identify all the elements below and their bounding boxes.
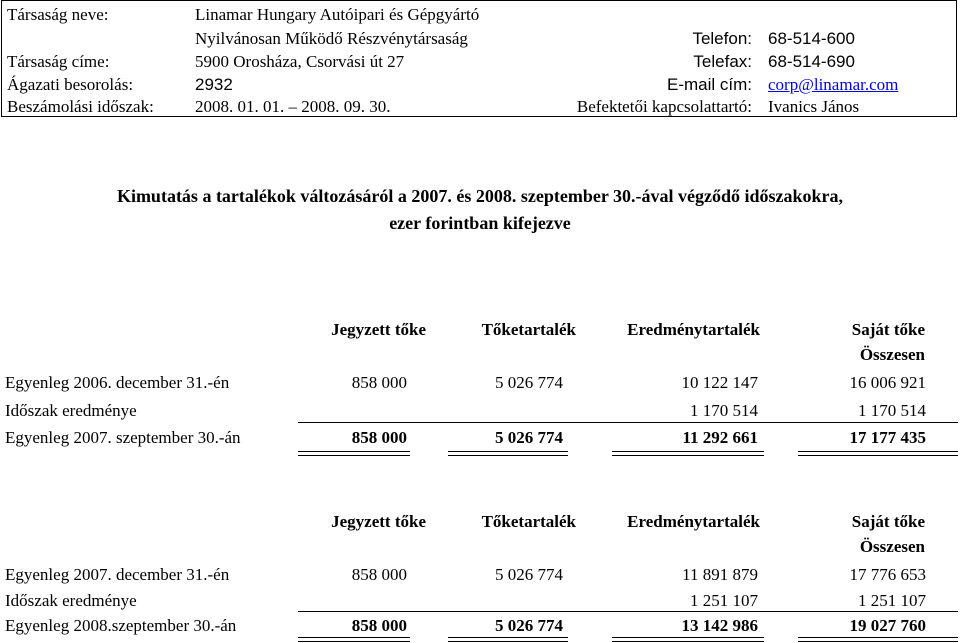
row-label-opening-balance: Egyenleg 2006. december 31.-én bbox=[5, 373, 230, 392]
period-row bbox=[2, 95, 956, 119]
double-rule bbox=[298, 451, 410, 452]
double-rule bbox=[612, 451, 764, 452]
row-label-closing-balance: Egyenleg 2008.szeptember 30.-án bbox=[5, 616, 237, 635]
col-header-total: Összesen bbox=[859, 537, 925, 556]
double-rule bbox=[298, 455, 410, 456]
reserves-table-2008 bbox=[0, 512, 960, 643]
double-rule bbox=[612, 455, 764, 456]
company-name-label: Társaság neve: bbox=[7, 5, 109, 24]
col-header-equity: Saját tőke bbox=[851, 320, 925, 339]
report-title-line2: ezer forintban kifejezve bbox=[389, 213, 571, 233]
cell-value: 16 006 921 bbox=[849, 373, 926, 392]
double-rule bbox=[448, 637, 568, 638]
cell-value: 1 170 514 bbox=[690, 401, 758, 420]
industry-row bbox=[2, 73, 956, 97]
cell-value: 858 000 bbox=[351, 373, 407, 392]
cell-value: 17 177 435 bbox=[849, 428, 926, 447]
report-title-line1: Kimutatás a tartalékok változásáról a 2007. és 2008. szeptember 30.-ával végződő időszakokra, bbox=[116, 186, 844, 206]
fax-value: 68-514-690 bbox=[768, 52, 855, 71]
cell-value: 1 251 107 bbox=[690, 591, 758, 610]
cell-value: 19 027 760 bbox=[849, 616, 926, 635]
double-rule bbox=[448, 455, 568, 456]
cell-value: 858 000 bbox=[351, 565, 407, 584]
cell-value: 1 170 514 bbox=[858, 401, 926, 420]
double-rule bbox=[298, 641, 410, 642]
col-header-retained-earnings: Eredménytartalék bbox=[627, 320, 760, 339]
double-rule bbox=[798, 641, 958, 642]
company-form-value: Nyilvánosan Működő Részvénytársaság bbox=[195, 29, 468, 48]
company-form-row bbox=[2, 27, 956, 51]
cell-value: 10 122 147 bbox=[681, 373, 758, 392]
row-label-period-result: Időszak eredménye bbox=[5, 591, 137, 610]
period-label: Beszámolási időszak: bbox=[7, 97, 154, 116]
row-label-period-result: Időszak eredménye bbox=[5, 401, 137, 420]
col-header-total: Összesen bbox=[859, 345, 925, 364]
double-rule bbox=[448, 451, 568, 452]
cell-value: 5 026 774 bbox=[495, 616, 563, 635]
double-rule bbox=[798, 451, 958, 452]
col-header-retained-earnings: Eredménytartalék bbox=[627, 512, 760, 531]
cell-value: 5 026 774 bbox=[495, 565, 563, 584]
col-header-subscribed-capital: Jegyzett tőke bbox=[331, 320, 426, 339]
cell-value: 858 000 bbox=[351, 428, 407, 447]
cell-value: 17 776 653 bbox=[849, 565, 926, 584]
cell-value: 1 251 107 bbox=[858, 591, 926, 610]
col-header-subscribed-capital: Jegyzett tőke bbox=[331, 512, 426, 531]
cell-value: 11 891 879 bbox=[682, 565, 758, 584]
row-label-closing-balance: Egyenleg 2007. szeptember 30.-án bbox=[5, 428, 241, 447]
email-label: E-mail cím: bbox=[667, 75, 752, 94]
subtotal-rule bbox=[298, 611, 958, 612]
col-header-capital-reserve: Tőketartalék bbox=[481, 512, 576, 531]
cell-value: 13 142 986 bbox=[681, 616, 758, 635]
fax-label: Telefax: bbox=[693, 52, 752, 71]
company-address-value: 5900 Orosháza, Csorvási út 27 bbox=[195, 52, 405, 71]
double-rule bbox=[798, 637, 958, 638]
period-value: 2008. 01. 01. – 2008. 09. 30. bbox=[195, 97, 391, 116]
company-address-row bbox=[2, 50, 956, 74]
cell-value: 11 292 661 bbox=[682, 428, 758, 447]
double-rule bbox=[798, 455, 958, 456]
phone-value: 68-514-600 bbox=[768, 29, 855, 48]
double-rule bbox=[298, 637, 410, 638]
reserves-table-2007 bbox=[0, 320, 960, 460]
double-rule bbox=[448, 641, 568, 642]
industry-value: 2932 bbox=[195, 75, 233, 94]
cell-value: 858 000 bbox=[351, 616, 407, 635]
double-rule bbox=[612, 637, 764, 638]
company-name-row bbox=[2, 3, 956, 27]
email-link[interactable]: corp@linamar.com bbox=[768, 75, 899, 94]
company-address-label: Társaság címe: bbox=[7, 52, 110, 71]
investor-contact-value: Ivanics János bbox=[768, 97, 860, 116]
double-rule bbox=[612, 641, 764, 642]
investor-contact-label: Befektetői kapcsolattartó: bbox=[576, 97, 752, 116]
company-name-value: Linamar Hungary Autóipari és Gépgyártó bbox=[195, 5, 480, 24]
company-info-box bbox=[1, 0, 957, 117]
col-header-capital-reserve: Tőketartalék bbox=[481, 320, 576, 339]
industry-label: Ágazati besorolás: bbox=[7, 75, 134, 94]
col-header-equity: Saját tőke bbox=[851, 512, 925, 531]
subtotal-rule bbox=[298, 422, 958, 423]
cell-value: 5 026 774 bbox=[495, 373, 563, 392]
row-label-opening-balance: Egyenleg 2007. december 31.-én bbox=[5, 565, 230, 584]
phone-label: Telefon: bbox=[692, 29, 752, 48]
cell-value: 5 026 774 bbox=[495, 428, 563, 447]
